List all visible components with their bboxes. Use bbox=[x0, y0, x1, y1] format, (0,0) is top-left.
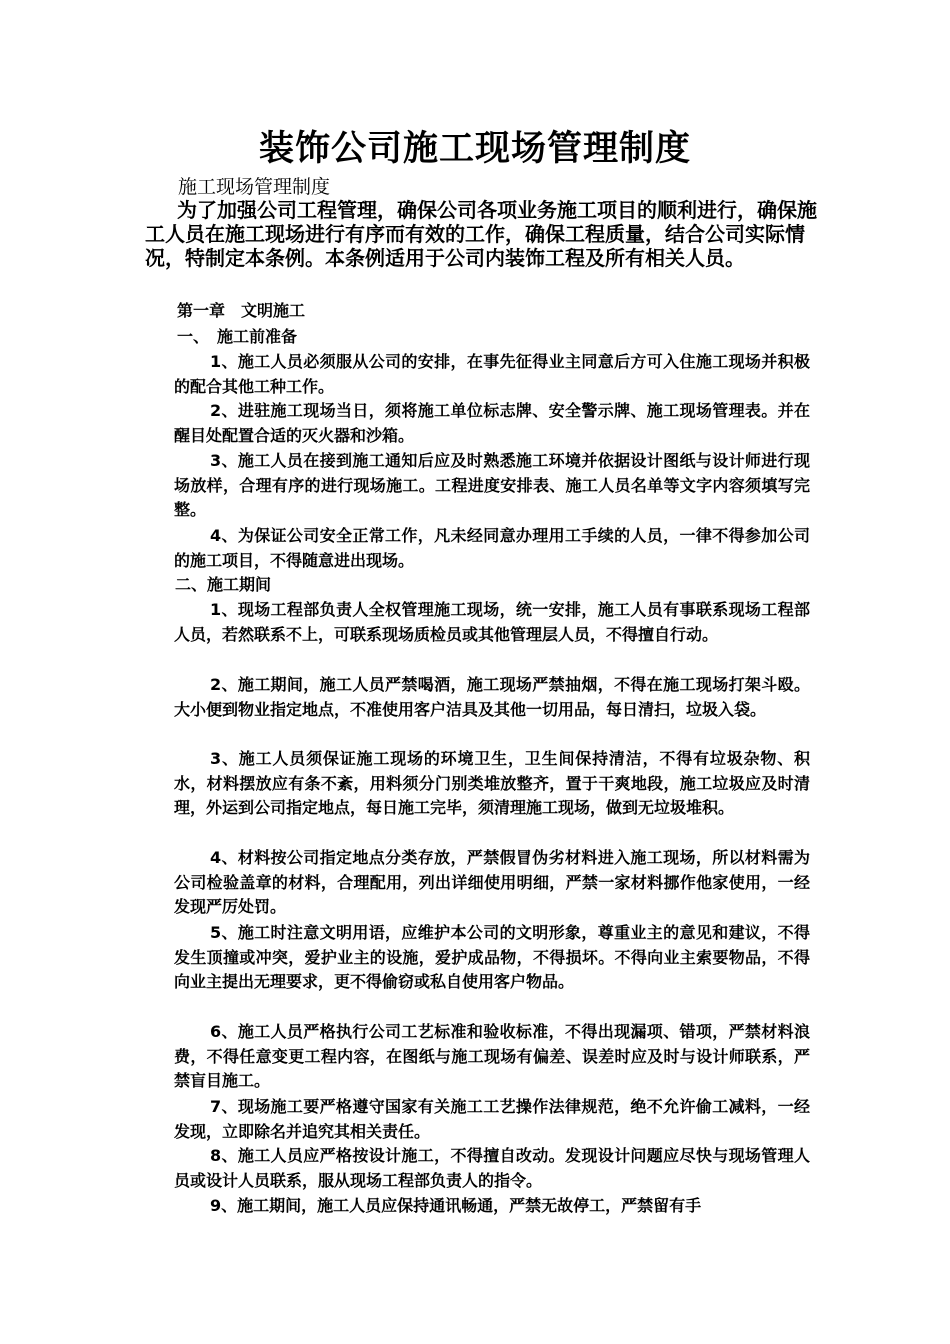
section-heading-preparation: 一、 施工前准备 bbox=[177, 327, 298, 346]
list-item: 3、施工人员在接到施工通知后应及时熟悉施工环境并依据设计图纸与设计师进行现场放样，合理有序的进行现场施工。工程进度安排表、施工人员名单等文字内容须填写完整。 bbox=[174, 451, 810, 519]
list-item: 4、材料按公司指定地点分类存放，严禁假冒伪劣材料进入施工现场，所以材料需为公司检验盖章的材料，合理配用，列出详细使用明细，严禁一家材料挪作他家使用，一经发现严厉处罚。 bbox=[174, 848, 810, 916]
list-item: 6、施工人员严格执行公司工艺标准和验收标准，不得出现漏项、错项，严禁材料浪费，不得任意变更工程内容，在图纸与施工现场有偏差、误差时应及时与设计师联系，严禁盲目施工。 bbox=[174, 1022, 810, 1090]
list-item: 1、现场工程部负责人全权管理施工现场，统一安排，施工人员有事联系现场工程部人员，若然联系不上，可联系现场质检员或其他管理层人员，不得擅自行动。 bbox=[174, 600, 810, 644]
list-item: 5、施工时注意文明用语，应维护本公司的文明形象，尊重业主的意见和建议，不得发生顶撞或冲突，爱护业主的设施，爱护成品物，不得损坏。不得向业主索要物品，不得向业主提出无理要求，更不得偷窃或私自使用客户物品。 bbox=[174, 923, 810, 991]
list-item: 8、施工人员应严格按设计施工，不得擅自改动。发现设计问题应尽快与现场管理人员或设计人员联系，服从现场工程部负责人的指令。 bbox=[174, 1146, 810, 1190]
intro-paragraph: 为了加强公司工程管理，确保公司各项业务施工项目的顺利进行，确保施工人员在施工现场进行有序而有效的工作，确保工程质量，结合公司实际情况，特制定本条例。本条例适用于公司内装饰工程及所有相关人员。 bbox=[145, 198, 817, 270]
list-item: 9、施工期间，施工人员应保持通讯畅通，严禁无故停工，严禁留有手 bbox=[210, 1196, 702, 1215]
list-item: 7、现场施工要严格遵守国家有关施工工艺操作法律规范，绝不允许偷工减料，一经发现，立即除名并追究其相关责任。 bbox=[174, 1097, 810, 1141]
document-subtitle: 施工现场管理制度 bbox=[178, 176, 331, 198]
list-item: 3、施工人员须保证施工现场的环境卫生，卫生间保持清洁，不得有垃圾杂物、积水，材料摆放应有条不紊，用料须分门别类堆放整齐，置于干爽地段，施工垃圾应及时清理，外运到公司指定地点，每日施工完毕，须清理施工现场，做到无垃圾堆积。 bbox=[174, 749, 810, 817]
section-heading-construction: 二、施工期间 bbox=[175, 575, 272, 594]
list-item: 1、施工人员必须服从公司的安排，在事先征得业主同意后方可入住施工现场并积极的配合其他工种工作。 bbox=[174, 352, 810, 396]
document-title: 装饰公司施工现场管理制度 bbox=[258, 129, 691, 169]
chapter-heading: 第一章 文明施工 bbox=[177, 301, 306, 320]
list-item: 2、施工期间，施工人员严禁喝酒，施工现场严禁抽烟，不得在施工现场打架斗殴。大小便到物业指定地点，不准使用客户洁具及其他一切用品，每日清扫，垃圾入袋。 bbox=[174, 675, 810, 719]
list-item: 4、为保证公司安全正常工作，凡未经同意办理用工手续的人员，一律不得参加公司的施工项目，不得随意进出现场。 bbox=[174, 526, 810, 570]
list-item: 2、进驻施工现场当日，须将施工单位标志牌、安全警示牌、施工现场管理表。并在醒目处配置合适的灭火器和沙箱。 bbox=[174, 401, 810, 445]
